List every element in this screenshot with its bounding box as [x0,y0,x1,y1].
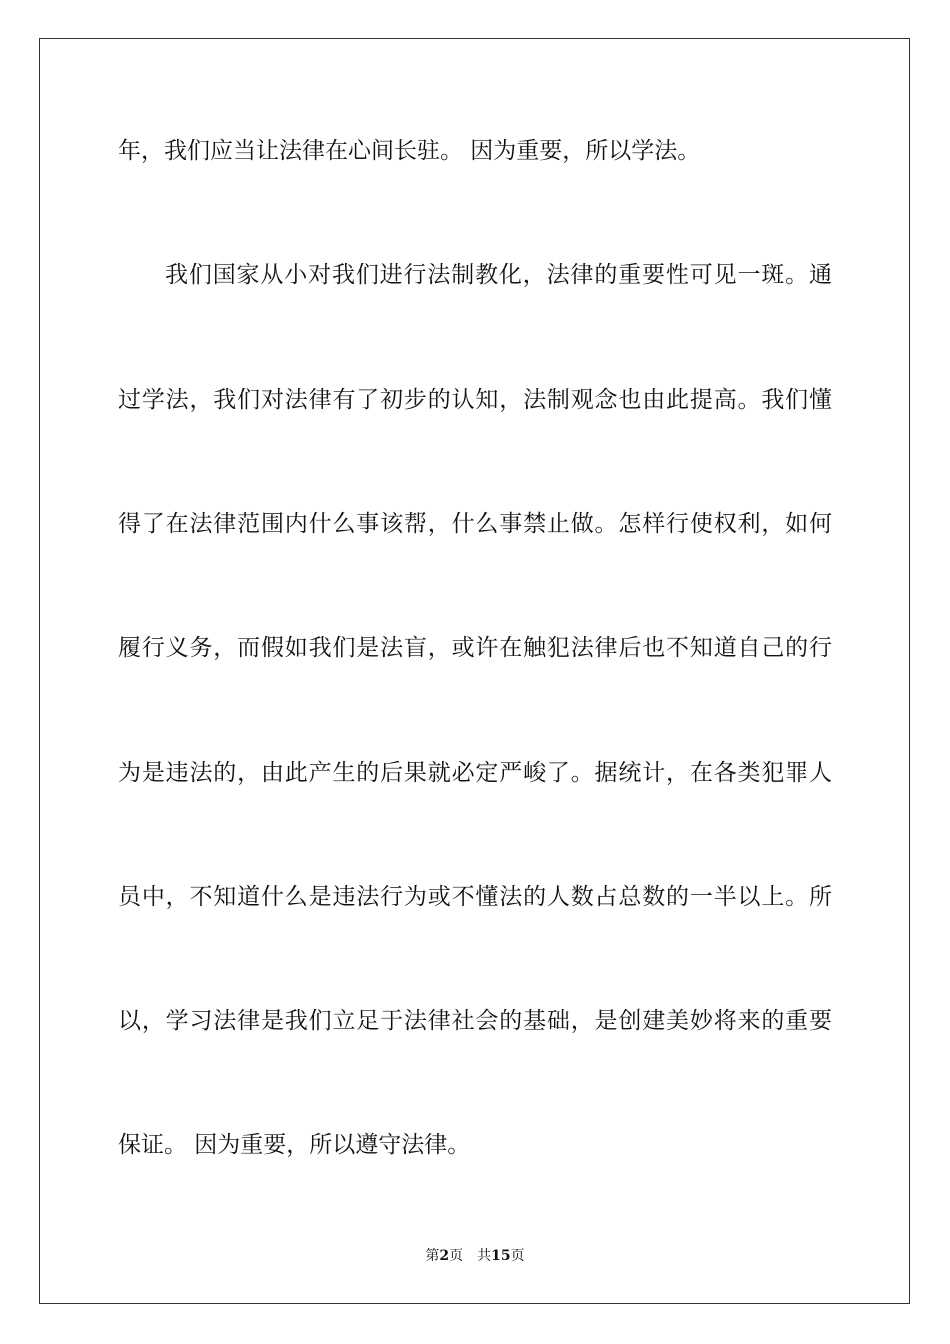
page-footer [0,1246,950,1266]
text-line-8: 以，学习法律是我们立足于法律社会的基础，是创建美妙将来的重要 [118,1008,832,1034]
text-line-7: 员中，不知道什么是违法行为或不懂法的人数占总数的一半以上。所 [118,884,832,910]
footer-total-prefix: 共 [477,1248,492,1264]
footer-page-suffix: 页 [449,1248,464,1264]
footer-page-number: 2 [439,1248,450,1264]
text-line-9: 保证。 因为重要，所以遵守法律。 [118,1132,471,1158]
text-line-6: 为是违法的，由此产生的后果就必定严峻了。据统计，在各类犯罪人 [118,760,832,786]
text-line-1: 年，我们应当让法律在心间长驻。 因为重要，所以学法。 [118,138,701,164]
footer-total-suffix: 页 [510,1248,525,1264]
text-line-5: 履行义务，而假如我们是法盲，或许在触犯法律后也不知道自己的行 [118,635,832,661]
footer-total-pages: 15 [491,1248,511,1264]
text-line-4: 得了在法律范围内什么事该帮，什么事禁止做。怎样行使权利，如何 [118,511,832,537]
text-line-2: 我们国家从小对我们进行法制教化，法律的重要性可见一斑。通 [165,262,832,288]
text-line-3: 过学法，我们对法律有了初步的认知，法制观念也由此提高。我们懂 [118,387,832,413]
page-border [39,38,910,1304]
footer-page-prefix: 第 [425,1248,440,1264]
